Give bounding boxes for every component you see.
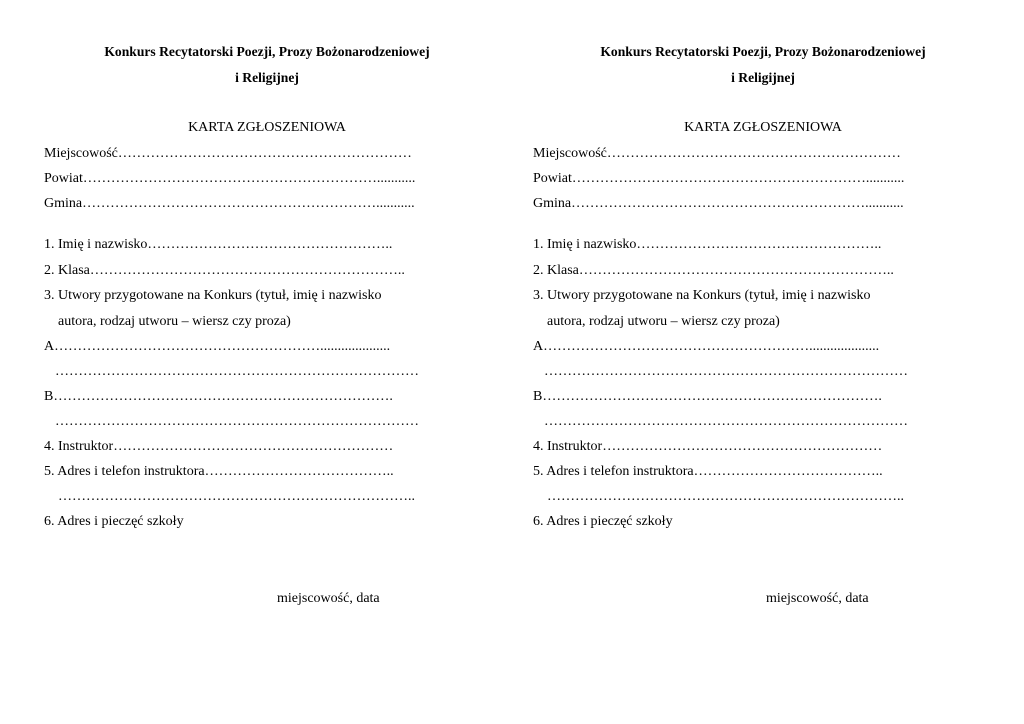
- form-title-line-1: Konkurs Recytatorski Poezji, Prozy Bożonarodzeniowej: [104, 44, 430, 59]
- field-work-b: B……………………………………………………………….: [44, 389, 393, 404]
- field-instructor-address-cont: …………………………………………………………………..: [58, 489, 415, 504]
- field-work-a: A…………………………………………………....................: [533, 339, 880, 354]
- field-work-a-cont: ……………………………………………………………………: [544, 364, 908, 379]
- field-instructor-address-cont: …………………………………………………………………..: [547, 489, 904, 504]
- field-class: 2. Klasa…………………………………………………………..: [44, 263, 405, 278]
- field-work-b: B……………………………………………………………….: [533, 389, 882, 404]
- field-school-address: 6. Adres i pieczęć szkoły: [533, 514, 673, 529]
- field-locality: Miejscowość………………………………………………………: [44, 146, 412, 161]
- field-name: 1. Imię i nazwisko……………………………………………..: [44, 237, 393, 252]
- form-title-line-2: i Religijnej: [731, 70, 795, 85]
- signature-place-date: miejscowość, data: [766, 591, 869, 606]
- field-instructor-address: 5. Adres i telefon instruktora…………………………………..: [44, 464, 394, 479]
- entry-form-left: [0, 0, 470, 724]
- form-heading: KARTA ZGŁOSZENIOWA: [188, 120, 346, 135]
- field-county: Powiat………………………………………………………...........: [533, 171, 905, 186]
- field-name: 1. Imię i nazwisko……………………………………………..: [533, 237, 882, 252]
- field-works-label: 3. Utwory przygotowane na Konkurs (tytuł, imię i nazwisko: [533, 288, 871, 303]
- field-instructor: 4. Instruktor……………………………………………………: [44, 439, 394, 454]
- field-works-label: 3. Utwory przygotowane na Konkurs (tytuł, imię i nazwisko: [44, 288, 382, 303]
- entry-form-right: [490, 0, 960, 724]
- form-title-line-1: Konkurs Recytatorski Poezji, Prozy Bożonarodzeniowej: [600, 44, 926, 59]
- signature-place-date: miejscowość, data: [277, 591, 380, 606]
- form-title-line-2: i Religijnej: [235, 70, 299, 85]
- field-school-address: 6. Adres i pieczęć szkoły: [44, 514, 184, 529]
- field-commune: Gmina………………………………………………………...........: [533, 196, 904, 211]
- field-work-a: A…………………………………………………....................: [44, 339, 391, 354]
- field-instructor: 4. Instruktor……………………………………………………: [533, 439, 883, 454]
- field-county: Powiat………………………………………………………...........: [44, 171, 416, 186]
- field-class: 2. Klasa…………………………………………………………..: [533, 263, 894, 278]
- field-commune: Gmina………………………………………………………...........: [44, 196, 415, 211]
- field-work-b-cont: ……………………………………………………………………: [55, 414, 419, 429]
- field-works-label-cont: autora, rodzaj utworu – wiersz czy proza): [547, 314, 780, 329]
- field-work-a-cont: ……………………………………………………………………: [55, 364, 419, 379]
- field-work-b-cont: ……………………………………………………………………: [544, 414, 908, 429]
- field-instructor-address: 5. Adres i telefon instruktora…………………………………..: [533, 464, 883, 479]
- field-works-label-cont: autora, rodzaj utworu – wiersz czy proza): [58, 314, 291, 329]
- form-heading: KARTA ZGŁOSZENIOWA: [684, 120, 842, 135]
- field-locality: Miejscowość………………………………………………………: [533, 146, 901, 161]
